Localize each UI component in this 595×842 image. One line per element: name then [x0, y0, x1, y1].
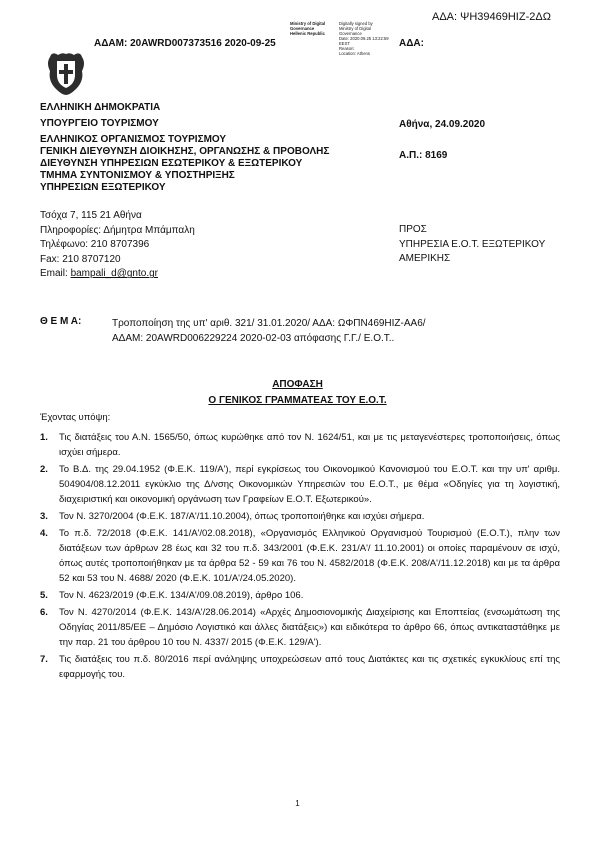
- cert-line: EEST: [339, 41, 350, 46]
- recipient-line: ΥΠΗΡΕΣΙΑ Ε.Ο.Τ. ΕΞΩΤΕΡΙΚΟΥ: [399, 238, 546, 250]
- cert-line: Location: Athens: [339, 51, 370, 56]
- subject-text: [112, 316, 426, 346]
- ada-header: ΑΔΑ:: [399, 38, 424, 49]
- issuer-line: ΤΜΗΜΑ ΣΥΝΤΟΝΙΣΜΟΥ & ΥΠΟΣΤΗΡΙΞΗΣ: [40, 170, 235, 181]
- item-number: 6.: [40, 607, 48, 618]
- decision-body: [40, 410, 560, 684]
- signature-signer: [290, 21, 325, 36]
- cert-line: Digitally signed by: [339, 21, 373, 26]
- item-number: 7.: [40, 654, 48, 665]
- item-text: Το Β.Δ. της 29.04.1952 (Φ.Ε.Κ. 119/Α'), περί εγκρίσεως του Οικονομικού Κανονισμού του Ε.Ο.Τ. και την υπ' αριθμ. 504904/08.12.2011 εγκύκλιο της Δ/νσης Οικονομικών Υπηρεσιών του Ε.Ο.Τ., με θέμα «Οδηγίες για τη λογιστική, διαχειριστική και οικονομική οργάνωση των Γραφείων Ε.Ο.Τ. Εξωτερικού».: [59, 464, 560, 505]
- recipient-block: [399, 223, 545, 267]
- ada-top-label: ΑΔΑ: ΨΗ39469ΗΙΖ-2ΔΩ: [432, 11, 551, 23]
- recipient-label: ΠΡΟΣ: [399, 224, 427, 235]
- cert-line: Reason:: [339, 46, 355, 51]
- consideration-item: [40, 430, 560, 460]
- item-text: Τον Ν. 3270/2004 (Φ.Ε.Κ. 187/Α'/11.10.2004), όπως τροποποιήθηκε και ισχύει σήμερα.: [59, 511, 425, 522]
- signature-certificate: [339, 21, 389, 56]
- email-link[interactable]: bampali_d@gnto.gr: [70, 268, 158, 280]
- signer-line: Hellenic Republic: [290, 31, 325, 36]
- item-text: Το π.δ. 72/2018 (Φ.Ε.Κ. 141/Α'/02.08.2018), «Οργανισμός Ελληνικού Οργανισμού Τουρισμού (Ε.Ο.Τ.), πλην των διατάξεων των άρθρων 28 έως και 32 του π.δ. 343/2001 (Φ.Ε.Κ. 231/Α'/ 11.10.2001) οι οποίες παραμένουν σε ισχύ, όπως αυτές τροποποιήθηκαν με τα άρθρα 52 - 59 και 76 του Ν. 4582/2018 (Φ.Ε.Κ. 208/Α'/11.12.2018) και με τα άρθρα 52 και 53 του Ν. 4688/ 2020 (Φ.Ε.Κ. 101/Α'/24.05.2020).: [59, 528, 560, 584]
- signer-line: Governance: [290, 26, 315, 31]
- item-text: Τον Ν. 4270/2014 (Φ.Ε.Κ. 143/Α'/28.06.2014) «Αρχές Δημοσιονομικής Διαχείρισης και Εποπτείας (ενσωμάτωση της Οδηγίας 2011/85/ΕΕ – Δημόσιο Λογιστικό και άλλες διατάξεις») και ειδικότερα το άρθρο 66, όπως αντικαταστάθηκε με την παρ. 21 του άρθρου 10 του Ν. 4337/ 2015 (Φ.Ε.Κ. 129/Α').: [59, 607, 560, 648]
- item-text: Τον Ν. 4623/2019 (Φ.Ε.Κ. 134/Α'/09.08.2019), άρθρο 106.: [59, 590, 304, 601]
- cert-line: Ministry of Digital: [339, 26, 371, 31]
- document-date: Αθήνα, 24.09.2020: [399, 119, 486, 130]
- considering-label: Έχοντας υπόψη:: [40, 412, 111, 423]
- item-number: 4.: [40, 528, 48, 539]
- consideration-item: [40, 588, 560, 603]
- issuer-line: ΓΕΝΙΚΗ ΔΙΕΥΘΥΝΣΗ ΔΙΟΙΚΗΣΗΣ, ΟΡΓΑΝΩΣΗΣ & ΠΡΟΒΟΛΗΣ: [40, 146, 330, 157]
- issuer-block: [40, 102, 329, 194]
- item-number: 5.: [40, 590, 48, 601]
- item-text: Τις διατάξεις του π.δ. 80/2016 περί ανάληψης υποχρεώσεων από τους Διατάκτες και τις σχετικές εγκυκλίους επί της εφαρμογής του.: [59, 654, 560, 680]
- contact-email: [40, 267, 195, 282]
- item-number: 3.: [40, 511, 48, 522]
- issuer-line: ΕΛΛΗΝΙΚΗ ΔΗΜΟΚΡΑΤΙΑ: [40, 102, 161, 113]
- subject-line: ΑΔΑΜ: 20AWRD006229224 2020-02-03 απόφασης Γ.Γ./ Ε.Ο.Τ..: [112, 333, 395, 344]
- contact-info: Πληροφορίες: Δήμητρα Μπάμπαλη: [40, 224, 195, 236]
- decision-title: ΑΠΟΦΑΣΗ: [272, 379, 323, 390]
- protocol-number: Α.Π.: 8169: [399, 150, 448, 161]
- page-number: 1: [295, 799, 300, 808]
- considerations-list: [40, 430, 560, 682]
- consideration-item: [40, 509, 560, 524]
- item-number: 1.: [40, 432, 48, 443]
- consideration-item: [40, 652, 560, 682]
- item-number: 2.: [40, 464, 48, 475]
- consideration-item: [40, 526, 560, 586]
- issuer-line: ΕΛΛΗΝΙΚΟΣ ΟΡΓΑΝΙΣΜΟΣ ΤΟΥΡΙΣΜΟΥ: [40, 134, 227, 145]
- issuer-line: ΥΠΗΡΕΣΙΩΝ ΕΞΩΤΕΡΙΚΟΥ: [40, 182, 166, 193]
- consideration-item: [40, 605, 560, 650]
- email-label: Email:: [40, 268, 71, 280]
- issuer-line: ΥΠΟΥΡΓΕΙΟ ΤΟΥΡΙΣΜΟΥ: [40, 118, 159, 129]
- decision-subtitle: Ο ΓΕΝΙΚΟΣ ΓΡΑΜΜΑΤΕΑΣ ΤΟΥ Ε.Ο.Τ.: [208, 395, 387, 406]
- consideration-item: [40, 462, 560, 507]
- contact-fax: Fax: 210 8707120: [40, 253, 121, 265]
- contact-address: Τσόχα 7, 115 21 Αθήνα: [40, 210, 142, 221]
- recipient-line: ΑΜΕΡΙΚΗΣ: [399, 253, 451, 265]
- signer-line: Ministry of Digital: [290, 21, 326, 26]
- issuer-line: ΔΙΕΥΘΥΝΣΗ ΥΠΗΡΕΣΙΩΝ ΕΣΩΤΕΡΙΚΟΥ & ΕΞΩΤΕΡΙΚΟΥ: [40, 158, 303, 169]
- subject-label: Θ Ε Μ Α:: [40, 316, 82, 327]
- contact-phone: Τηλέφωνο: 210 8707396: [40, 239, 150, 251]
- cert-line: Governance: [339, 31, 362, 36]
- cert-line: Date: 2020.09.25 13:22:59: [339, 36, 389, 41]
- coat-of-arms-icon: [46, 51, 86, 96]
- subject-line: Τροποποίηση της υπ' αριθ. 321/ 31.01.2020/ ΑΔΑ: ΩΦΠΝ469ΗΙΖ-ΑΑ6/: [112, 318, 426, 329]
- item-text: Τις διατάξεις του Α.Ν. 1565/50, όπως κυρώθηκε από τον Ν. 1624/51, και με τις μεταγενέστερες τροποποιήσεις, όπως ισχύει σήμερα.: [59, 432, 560, 458]
- contact-block: [40, 209, 195, 282]
- adam-header: ΑΔΑΜ: 20AWRD007373516 2020-09-25: [94, 38, 276, 49]
